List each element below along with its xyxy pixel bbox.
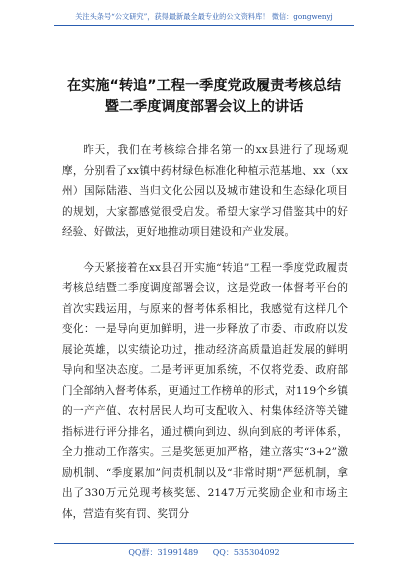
footer <box>54 547 354 559</box>
header-divider <box>54 25 354 26</box>
footer-qq: QQ：535304092 <box>212 548 280 557</box>
document-title <box>50 76 358 118</box>
footer-divider <box>54 543 354 544</box>
title-line-2: 暨二季度调度部署会议上的讲话 <box>104 99 304 115</box>
title-line-1: 在实施“转追”工程一季度党政履责考核总结 <box>66 78 342 94</box>
body-paragraph: 今天紧接着在xx县召开实施“转追”工程一季度党政履责考核总结暨二季度调度部署会议，这是党政一体督考平台的首次实践运用，与原来的督考体系相比，我感觉有这样几个变化：一是导向更加鲜明，进一步释放了市委、市政府以发展论英雄，以实绩论功过，推动经济高质量追赶发展的鲜明导向和坚决态度。二是考评更加系统，不仅将党委、政府部门全部纳入督考体系，更通过工作榜单的形式，对119个乡镇的一产产值、农村居民人均可支配收入、村集体经济等关键指标进行评分排名，通过横向到边、纵向到底的考评体系，全力推动工作落实。三是奖惩更加严格，建立落实“3+2”激励机制、“季度累加”问责机制以及“非常时期”严惩机制，拿出了330万元兑现考核奖惩、2147万元奖励企业和市场主体，营造有奖有罚、奖罚分 <box>62 261 348 520</box>
body-paragraph: 昨天，我们在考核综合排名第一的xx县进行了现场观摩，分别看了xx镇中药材绿色标准化种植示范基地、xx（xx州）国际陆港、当归文化公园以及城市建设和生态绿化项目的规划，大家都感觉很受启发。希望大家学习借鉴其中的好经验、好做法，更好地推动项目建设和产业发展。 <box>62 144 348 238</box>
footer-qq-group: QQ群：31991489 <box>128 548 199 557</box>
header-notice: 关注头条号“公文研究”，获得最新最全最专业的公文资料库！ 微信：gongwenyj <box>75 12 333 21</box>
document-body <box>62 140 348 524</box>
